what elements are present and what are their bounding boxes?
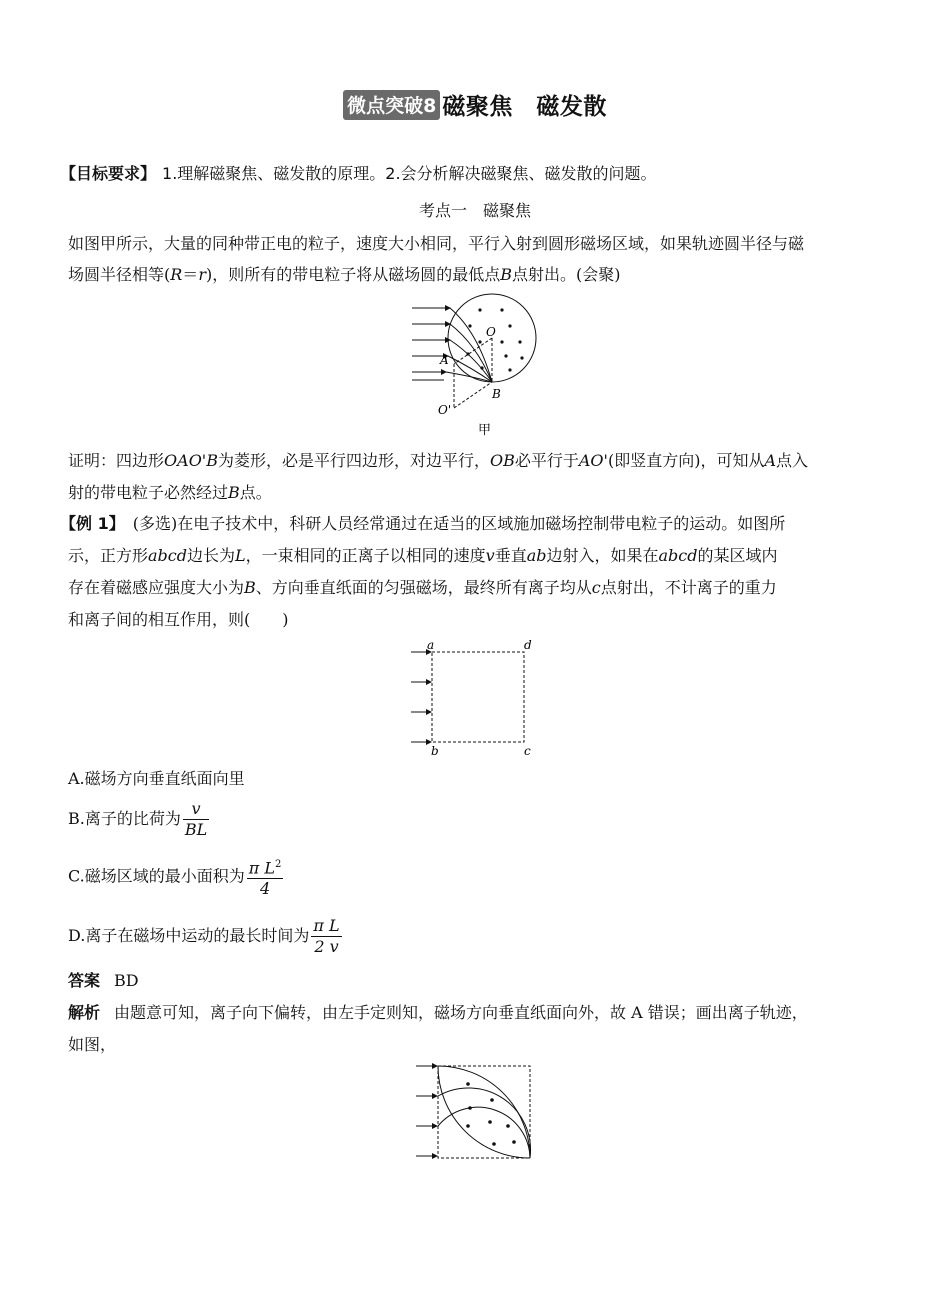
label-O: O — [486, 325, 496, 339]
intro-line-2: 场圆半径相等(R＝r)，则所有的带电粒子将从磁场圆的最低点B点射出。(会聚) — [68, 265, 621, 284]
example-line-3: 存在着磁感应强度大小为B、方向垂直纸面的匀强磁场，最终所有离子均从c点射出，不计离子的重力 — [68, 578, 777, 597]
title-text: 磁聚焦 磁发散 — [442, 94, 607, 120]
example-label: 【例 1】 — [60, 514, 125, 533]
figure-trajectories — [412, 1060, 537, 1164]
figure-square — [405, 638, 545, 760]
analysis-label: 解析 — [68, 1003, 101, 1022]
option-B: B.离子的比荷为 $\frac{v}{BL}$ — [68, 799, 208, 839]
option-A: A.磁场方向垂直纸面向里 — [68, 769, 245, 788]
objective-label: 【目标要求】 — [60, 164, 157, 183]
figure-caption: 甲 — [478, 423, 492, 438]
proof-line-2: 射的带电粒子必然经过B点。 — [68, 483, 272, 502]
section-heading: 考点一 磁聚焦 — [418, 201, 531, 220]
page-title — [0, 88, 950, 121]
label-d: d — [524, 638, 532, 652]
title-badge: 微点突破8 — [343, 90, 440, 120]
option-D: D.离子在磁场中运动的最长时间为 $\frac{\text{π L}}{2 v}$ — [68, 916, 340, 956]
answer-line — [68, 970, 139, 992]
label-O-prime: O' — [438, 403, 452, 417]
figure-focusing-circle — [410, 292, 550, 442]
analysis-line-1: 解析 由题意可知，离子向下偏转，由左手定则知，磁场方向垂直纸面向外，故 A 错误；画出离子轨迹， — [68, 1003, 808, 1022]
proof-line-1: 证明：四边形OAO'B为菱形，必是平行四边形，对边平行，OB必平行于AO'(即竖直方向)，可知从A点入 — [68, 451, 809, 470]
answer-label: 答案 — [68, 971, 101, 990]
objective-line — [60, 163, 657, 185]
analysis-line-2: 如图， — [68, 1035, 117, 1054]
answer-value: BD — [114, 971, 139, 990]
example-line-2: 示，正方形abcd边长为L，一束相同的正离子以相同的速度v垂直ab边射入，如果在abcd的某区域内 — [68, 546, 778, 565]
label-c: c — [524, 744, 531, 758]
label-A: A — [440, 353, 449, 367]
option-C: C.磁场区域的最小面积为 $\frac{\pi L^2}{4}$ — [68, 855, 283, 899]
label-b: b — [431, 744, 439, 758]
label-a: a — [427, 638, 435, 652]
example-line-4: 和离子间的相互作用，则( ) — [68, 610, 289, 629]
label-B: B — [492, 387, 501, 401]
intro-line-1: 如图甲所示，大量的同种带正电的粒子，速度大小相同，平行入射到圆形磁场区域，如果轨迹圆半径与磁 — [68, 234, 805, 253]
example-line-1: 【例 1】 (多选)在电子技术中，科研人员经常通过在适当的区域施加磁场控制带电粒子的运动。如图所 — [60, 514, 786, 533]
objective-text: 1.理解磁聚焦、磁发散的原理。2.会分析解决磁聚焦、磁发散的问题。 — [162, 164, 657, 183]
